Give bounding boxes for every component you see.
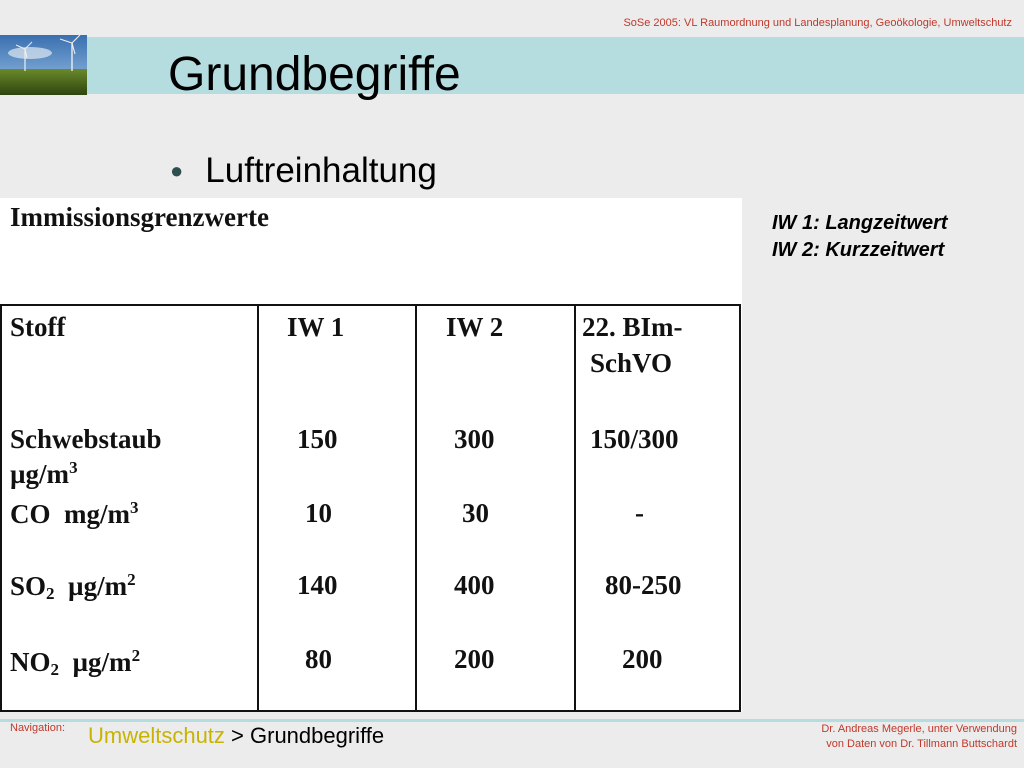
breadcrumb	[88, 723, 384, 749]
page-title: Grundbegriffe	[168, 48, 461, 101]
author-credit	[821, 722, 1017, 752]
table-caption: Immissionsgrenzwerte	[10, 202, 269, 232]
row-substance-unit	[10, 570, 136, 604]
row-iw1: 140	[297, 570, 338, 600]
unit-exponent: 2	[127, 570, 136, 589]
column-divider	[257, 306, 259, 710]
substance-subscript: 2	[50, 660, 59, 679]
unit-text: µg/m	[10, 459, 70, 489]
row-bimschvo: -	[635, 498, 644, 528]
row-bimschvo: 200	[622, 644, 663, 674]
unit-exponent: 3	[69, 458, 78, 477]
credit-line-2: von Daten von Dr. Tillmann Buttschardt	[826, 738, 1017, 750]
course-header-text: SoSe 2005: VL Raumordnung und Landesplanung, Geoökologie, Umweltschutz	[623, 17, 1012, 29]
row-iw1: 150	[297, 424, 338, 454]
wind-turbine-photo	[0, 35, 87, 95]
header-stoff: Stoff	[10, 312, 66, 342]
navigation-label: Navigation:	[10, 722, 66, 734]
unit-text: µg/m	[72, 647, 132, 677]
unit-exponent: 2	[131, 646, 141, 665]
credit-line-1: Dr. Andreas Megerle, unter Verwendung	[821, 723, 1017, 735]
row-bimschvo: 150/300	[590, 424, 679, 454]
scanned-table-image	[0, 198, 742, 712]
header-iw1: IW 1	[287, 312, 345, 342]
row-substance: Schwebstaub	[10, 424, 162, 454]
unit-text: mg/m	[64, 499, 130, 529]
row-unit	[10, 458, 78, 490]
row-iw1: 80	[305, 644, 332, 674]
row-iw2: 200	[454, 644, 495, 674]
substance-subscript: 2	[46, 584, 55, 603]
bullet-text: Luftreinhaltung	[205, 151, 437, 190]
column-divider	[415, 306, 417, 710]
bullet-icon: ●	[170, 158, 184, 183]
column-divider	[574, 306, 576, 710]
row-iw2: 30	[462, 498, 489, 528]
row-substance-unit	[10, 646, 140, 680]
row-bimschvo: 80-250	[605, 570, 682, 600]
unit-exponent: 3	[129, 498, 139, 517]
header-bimschvo-line2: SchVO	[590, 348, 672, 378]
legend-box	[772, 210, 948, 264]
breadcrumb-link-umweltschutz[interactable]: Umweltschutz	[88, 723, 225, 748]
breadcrumb-current: Grundbegriffe	[250, 723, 385, 748]
limits-table	[0, 304, 741, 712]
row-iw2: 400	[454, 570, 495, 600]
row-iw2: 300	[454, 424, 495, 454]
legend-line-iw2: IW 2: Kurzzeitwert	[772, 239, 945, 261]
breadcrumb-separator: >	[224, 723, 250, 748]
header-iw2: IW 2	[446, 312, 504, 342]
title-band	[0, 37, 1024, 94]
header-bimschvo-line1: 22. BIm-	[582, 312, 683, 342]
substance-text: NO	[10, 647, 51, 677]
row-iw1: 10	[305, 498, 332, 528]
unit-text: µg/m	[68, 571, 128, 601]
row-substance-unit	[10, 498, 138, 530]
bullet-item	[170, 151, 437, 191]
substance-text: CO	[10, 499, 51, 529]
substance-text: SO	[10, 571, 47, 601]
legend-line-iw1: IW 1: Langzeitwert	[772, 212, 948, 234]
